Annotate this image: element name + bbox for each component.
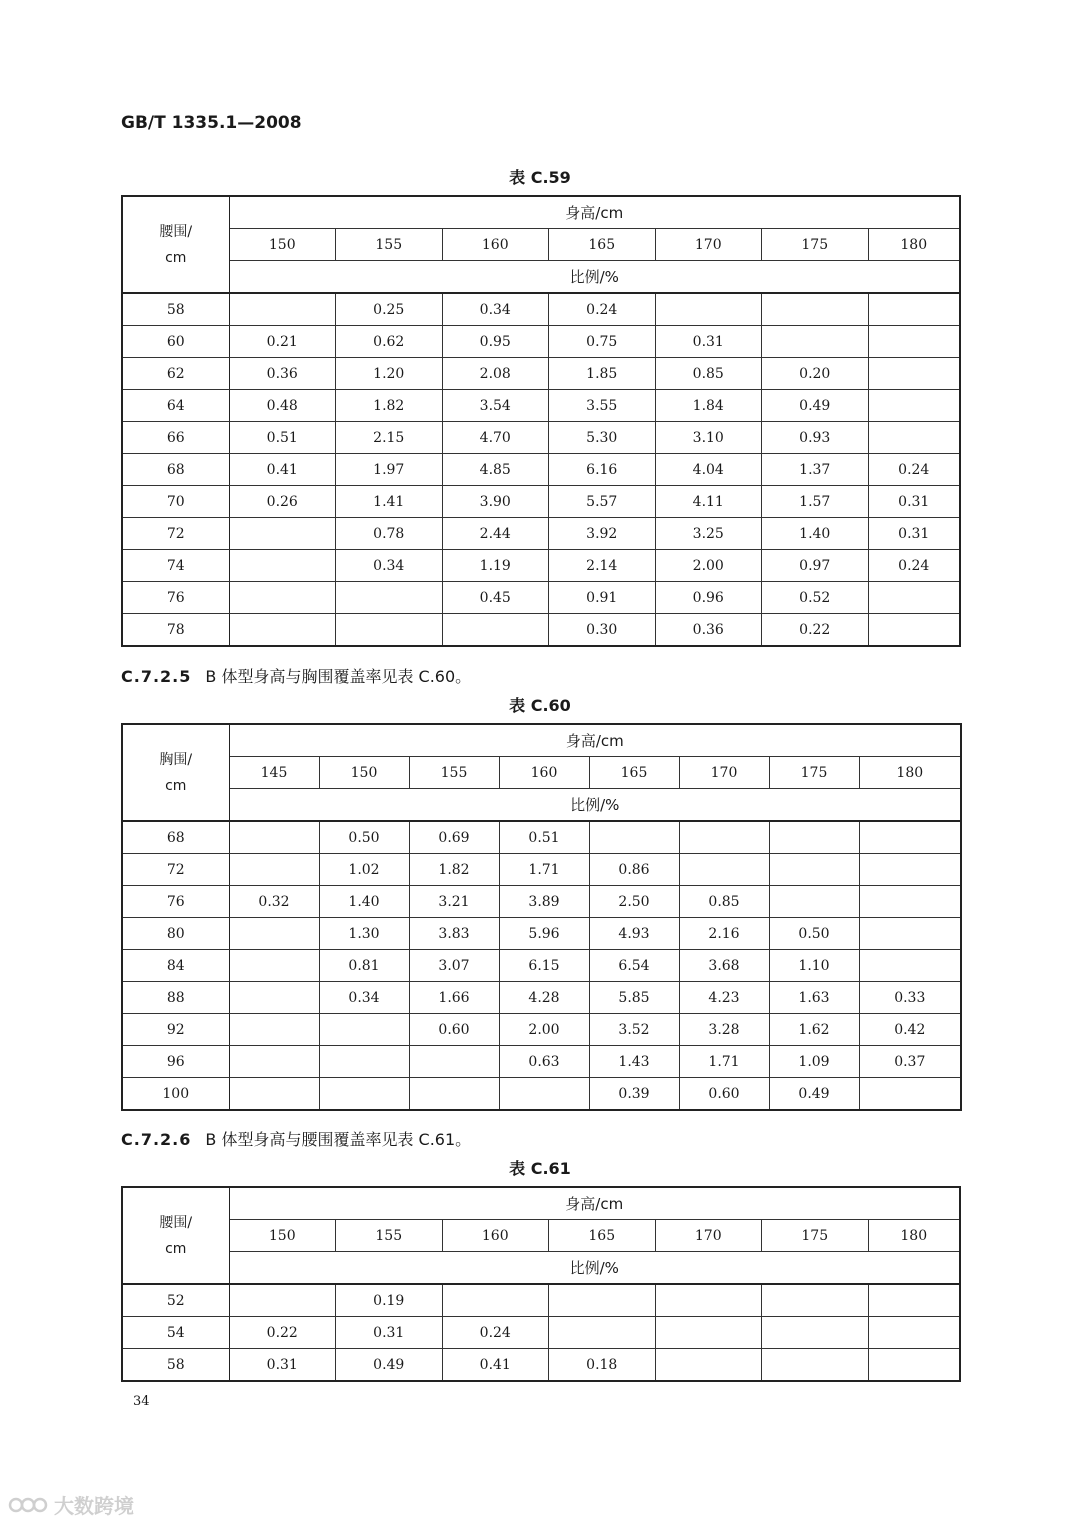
table-row xyxy=(122,1284,960,1317)
table-row xyxy=(122,614,960,647)
corner-label-line2: cm xyxy=(165,1240,187,1257)
row-header: 60 xyxy=(122,326,229,358)
clause-c725 xyxy=(121,664,471,687)
column-header: 180 xyxy=(868,1220,960,1252)
data-cell: 3.90 xyxy=(442,486,549,518)
data-cell xyxy=(229,1284,336,1317)
row-header: 74 xyxy=(122,550,229,582)
data-cell: 0.33 xyxy=(859,982,961,1014)
data-cell xyxy=(679,821,769,854)
row-header: 100 xyxy=(122,1078,229,1111)
data-cell: 1.43 xyxy=(589,1046,679,1078)
data-cell: 0.91 xyxy=(549,582,656,614)
table-row xyxy=(122,1078,961,1111)
data-cell: 0.34 xyxy=(319,982,409,1014)
table-row xyxy=(122,326,960,358)
data-cell: 0.96 xyxy=(655,582,762,614)
table-c59 xyxy=(121,195,961,647)
data-cell: 0.34 xyxy=(442,293,549,326)
data-cell: 1.40 xyxy=(762,518,869,550)
data-cell xyxy=(859,821,961,854)
column-header: 175 xyxy=(769,757,859,789)
data-cell: 0.24 xyxy=(868,550,960,582)
data-cell: 0.49 xyxy=(762,390,869,422)
data-cell: 0.34 xyxy=(336,550,443,582)
data-cell: 1.82 xyxy=(336,390,443,422)
data-cell: 1.41 xyxy=(336,486,443,518)
data-cell xyxy=(868,1349,960,1382)
data-cell: 0.20 xyxy=(762,358,869,390)
corner-label-line1: 胸围/ xyxy=(159,751,193,768)
data-cell: 0.85 xyxy=(655,358,762,390)
data-cell: 0.31 xyxy=(229,1349,336,1382)
watermark-logo-icon xyxy=(8,1494,48,1516)
corner-label-line1: 腰围/ xyxy=(159,223,193,240)
data-cell xyxy=(589,821,679,854)
column-header: 175 xyxy=(762,1220,869,1252)
standard-code: GB/T 1335.1—2008 xyxy=(121,113,302,133)
table-row xyxy=(122,1046,961,1078)
data-cell xyxy=(762,1284,869,1317)
table-row xyxy=(122,854,961,886)
data-cell xyxy=(762,326,869,358)
row-header: 66 xyxy=(122,422,229,454)
table-row xyxy=(122,982,961,1014)
data-cell: 3.10 xyxy=(655,422,762,454)
data-cell: 0.30 xyxy=(549,614,656,647)
column-header: 160 xyxy=(442,229,549,261)
data-cell: 5.57 xyxy=(549,486,656,518)
data-cell xyxy=(655,1349,762,1382)
table-row xyxy=(122,550,960,582)
data-cell xyxy=(229,1014,319,1046)
row-header: 80 xyxy=(122,918,229,950)
data-cell: 0.36 xyxy=(229,358,336,390)
column-header: 165 xyxy=(589,757,679,789)
data-cell xyxy=(229,518,336,550)
data-cell: 0.95 xyxy=(442,326,549,358)
column-header: 150 xyxy=(229,229,336,261)
corner-header xyxy=(122,196,229,293)
data-cell xyxy=(549,1284,656,1317)
data-cell xyxy=(762,293,869,326)
row-header: 72 xyxy=(122,854,229,886)
row-header: 52 xyxy=(122,1284,229,1317)
data-cell: 1.97 xyxy=(336,454,443,486)
data-cell: 1.37 xyxy=(762,454,869,486)
data-cell: 1.85 xyxy=(549,358,656,390)
data-cell xyxy=(229,1078,319,1111)
data-cell xyxy=(229,918,319,950)
table-row xyxy=(122,293,960,326)
data-cell xyxy=(229,821,319,854)
data-cell: 0.26 xyxy=(229,486,336,518)
data-cell xyxy=(319,1014,409,1046)
table-row xyxy=(122,1317,960,1349)
data-cell xyxy=(229,982,319,1014)
data-cell: 0.51 xyxy=(499,821,589,854)
clause-text: B 体型身高与腰围覆盖率见表 C.61。 xyxy=(205,1130,472,1149)
data-cell xyxy=(229,950,319,982)
column-header: 170 xyxy=(655,229,762,261)
corner-header xyxy=(122,724,229,821)
column-header: 180 xyxy=(859,757,961,789)
data-cell: 0.36 xyxy=(655,614,762,647)
data-cell: 0.41 xyxy=(229,454,336,486)
data-cell: 0.24 xyxy=(868,454,960,486)
data-cell xyxy=(229,293,336,326)
data-cell: 4.70 xyxy=(442,422,549,454)
data-cell: 2.50 xyxy=(589,886,679,918)
data-cell: 1.63 xyxy=(769,982,859,1014)
data-cell xyxy=(868,390,960,422)
data-cell: 1.66 xyxy=(409,982,499,1014)
data-cell: 4.23 xyxy=(679,982,769,1014)
data-cell: 2.00 xyxy=(499,1014,589,1046)
data-cell xyxy=(229,614,336,647)
column-header: 165 xyxy=(549,1220,656,1252)
data-cell xyxy=(859,886,961,918)
table-row xyxy=(122,358,960,390)
data-cell: 0.31 xyxy=(655,326,762,358)
data-cell: 0.31 xyxy=(868,486,960,518)
row-header: 70 xyxy=(122,486,229,518)
data-cell xyxy=(859,950,961,982)
corner-label-line2: cm xyxy=(165,777,187,794)
data-cell xyxy=(868,582,960,614)
height-header: 身高/cm xyxy=(229,724,961,757)
data-cell: 6.16 xyxy=(549,454,656,486)
row-header: 58 xyxy=(122,1349,229,1382)
corner-header xyxy=(122,1187,229,1284)
data-cell xyxy=(769,854,859,886)
row-header: 76 xyxy=(122,886,229,918)
data-cell: 6.15 xyxy=(499,950,589,982)
column-header: 160 xyxy=(499,757,589,789)
data-cell: 1.19 xyxy=(442,550,549,582)
data-cell: 1.02 xyxy=(319,854,409,886)
data-cell xyxy=(336,582,443,614)
row-header: 62 xyxy=(122,358,229,390)
data-cell xyxy=(769,886,859,918)
data-cell: 0.93 xyxy=(762,422,869,454)
table-row xyxy=(122,454,960,486)
row-header: 92 xyxy=(122,1014,229,1046)
column-header: 165 xyxy=(549,229,656,261)
data-cell: 5.30 xyxy=(549,422,656,454)
data-cell xyxy=(859,918,961,950)
data-cell: 3.25 xyxy=(655,518,762,550)
data-cell: 1.09 xyxy=(769,1046,859,1078)
data-cell: 0.24 xyxy=(549,293,656,326)
row-header: 96 xyxy=(122,1046,229,1078)
data-cell xyxy=(409,1046,499,1078)
data-cell: 0.24 xyxy=(442,1317,549,1349)
ratio-header: 比例/% xyxy=(229,1252,960,1285)
row-header: 58 xyxy=(122,293,229,326)
data-cell: 0.22 xyxy=(229,1317,336,1349)
table-row xyxy=(122,821,961,854)
table-row xyxy=(122,1014,961,1046)
column-header: 155 xyxy=(336,1220,443,1252)
data-cell: 0.60 xyxy=(409,1014,499,1046)
row-header: 54 xyxy=(122,1317,229,1349)
data-cell: 1.84 xyxy=(655,390,762,422)
data-cell: 0.75 xyxy=(549,326,656,358)
data-cell xyxy=(409,1078,499,1111)
data-cell: 4.04 xyxy=(655,454,762,486)
data-cell xyxy=(762,1349,869,1382)
data-cell: 3.21 xyxy=(409,886,499,918)
page-number: 34 xyxy=(133,1394,150,1409)
data-cell xyxy=(762,1317,869,1349)
data-cell xyxy=(655,293,762,326)
ratio-header: 比例/% xyxy=(229,789,961,822)
column-header: 150 xyxy=(229,1220,336,1252)
data-cell: 1.40 xyxy=(319,886,409,918)
data-cell: 2.16 xyxy=(679,918,769,950)
watermark xyxy=(8,1490,134,1519)
clause-text: B 体型身高与胸围覆盖率见表 C.60。 xyxy=(205,667,472,686)
data-cell: 0.39 xyxy=(589,1078,679,1111)
data-cell xyxy=(859,854,961,886)
data-cell: 3.52 xyxy=(589,1014,679,1046)
data-cell xyxy=(229,582,336,614)
data-cell: 1.30 xyxy=(319,918,409,950)
data-cell: 0.41 xyxy=(442,1349,549,1382)
data-cell: 0.32 xyxy=(229,886,319,918)
clause-number: C.7.2.5 xyxy=(121,667,192,686)
data-cell xyxy=(499,1078,589,1111)
height-header: 身高/cm xyxy=(229,1187,960,1220)
data-cell: 3.92 xyxy=(549,518,656,550)
data-cell xyxy=(868,1284,960,1317)
data-cell: 3.28 xyxy=(679,1014,769,1046)
data-cell: 0.81 xyxy=(319,950,409,982)
data-cell: 0.45 xyxy=(442,582,549,614)
table-row xyxy=(122,1349,960,1382)
data-cell: 0.50 xyxy=(769,918,859,950)
data-cell: 2.14 xyxy=(549,550,656,582)
data-cell: 1.20 xyxy=(336,358,443,390)
data-cell: 0.51 xyxy=(229,422,336,454)
data-cell xyxy=(868,1317,960,1349)
data-cell: 0.78 xyxy=(336,518,443,550)
column-header: 170 xyxy=(655,1220,762,1252)
data-cell xyxy=(679,854,769,886)
data-cell: 4.11 xyxy=(655,486,762,518)
row-header: 68 xyxy=(122,821,229,854)
table-row xyxy=(122,918,961,950)
data-cell: 3.68 xyxy=(679,950,769,982)
data-cell xyxy=(229,550,336,582)
column-header: 145 xyxy=(229,757,319,789)
data-cell: 2.15 xyxy=(336,422,443,454)
data-cell: 6.54 xyxy=(589,950,679,982)
data-cell: 0.31 xyxy=(336,1317,443,1349)
data-cell xyxy=(442,1284,549,1317)
data-cell: 1.10 xyxy=(769,950,859,982)
data-cell: 0.19 xyxy=(336,1284,443,1317)
data-cell xyxy=(655,1317,762,1349)
table-row xyxy=(122,390,960,422)
data-cell: 3.83 xyxy=(409,918,499,950)
data-cell: 0.22 xyxy=(762,614,869,647)
corner-label-line2: cm xyxy=(165,249,187,266)
ratio-header: 比例/% xyxy=(229,261,960,294)
corner-label-line1: 腰围/ xyxy=(159,1214,193,1231)
data-cell: 0.37 xyxy=(859,1046,961,1078)
data-cell: 1.62 xyxy=(769,1014,859,1046)
data-cell xyxy=(868,293,960,326)
table-row xyxy=(122,486,960,518)
data-cell: 5.85 xyxy=(589,982,679,1014)
data-cell: 0.50 xyxy=(319,821,409,854)
column-header: 175 xyxy=(762,229,869,261)
data-cell: 0.63 xyxy=(499,1046,589,1078)
row-header: 72 xyxy=(122,518,229,550)
data-cell: 2.44 xyxy=(442,518,549,550)
data-cell: 1.82 xyxy=(409,854,499,886)
column-header: 155 xyxy=(336,229,443,261)
table60-title: 表 C.60 xyxy=(509,696,571,715)
data-cell xyxy=(229,1046,319,1078)
data-cell xyxy=(868,614,960,647)
height-header: 身高/cm xyxy=(229,196,960,229)
data-cell: 4.85 xyxy=(442,454,549,486)
column-header: 155 xyxy=(409,757,499,789)
table-c60 xyxy=(121,723,962,1111)
table-row xyxy=(122,518,960,550)
data-cell xyxy=(319,1078,409,1111)
data-cell xyxy=(229,854,319,886)
data-cell: 0.31 xyxy=(868,518,960,550)
data-cell: 2.08 xyxy=(442,358,549,390)
clause-number: C.7.2.6 xyxy=(121,1130,192,1149)
data-cell xyxy=(319,1046,409,1078)
data-cell: 1.71 xyxy=(679,1046,769,1078)
table61-title: 表 C.61 xyxy=(509,1159,571,1178)
data-cell: 3.54 xyxy=(442,390,549,422)
table-row xyxy=(122,422,960,454)
data-cell xyxy=(868,326,960,358)
data-cell xyxy=(442,614,549,647)
data-cell xyxy=(549,1317,656,1349)
column-header: 160 xyxy=(442,1220,549,1252)
data-cell: 3.89 xyxy=(499,886,589,918)
column-header: 180 xyxy=(868,229,960,261)
data-cell xyxy=(868,358,960,390)
row-header: 76 xyxy=(122,582,229,614)
data-cell: 0.62 xyxy=(336,326,443,358)
data-cell: 0.21 xyxy=(229,326,336,358)
row-header: 78 xyxy=(122,614,229,647)
table-row xyxy=(122,582,960,614)
data-cell: 0.85 xyxy=(679,886,769,918)
data-cell xyxy=(655,1284,762,1317)
watermark-text: 大数跨境 xyxy=(54,1494,134,1518)
data-cell xyxy=(769,821,859,854)
data-cell: 1.71 xyxy=(499,854,589,886)
data-cell: 0.42 xyxy=(859,1014,961,1046)
data-cell: 2.00 xyxy=(655,550,762,582)
table59-title: 表 C.59 xyxy=(509,168,571,187)
data-cell: 0.49 xyxy=(769,1078,859,1111)
data-cell: 0.86 xyxy=(589,854,679,886)
row-header: 88 xyxy=(122,982,229,1014)
data-cell: 0.60 xyxy=(679,1078,769,1111)
data-cell: 3.55 xyxy=(549,390,656,422)
table-row xyxy=(122,950,961,982)
data-cell xyxy=(336,614,443,647)
data-cell: 3.07 xyxy=(409,950,499,982)
row-header: 64 xyxy=(122,390,229,422)
column-header: 150 xyxy=(319,757,409,789)
data-cell xyxy=(859,1078,961,1111)
data-cell: 0.52 xyxy=(762,582,869,614)
data-cell: 0.48 xyxy=(229,390,336,422)
data-cell: 0.69 xyxy=(409,821,499,854)
table-row xyxy=(122,886,961,918)
row-header: 68 xyxy=(122,454,229,486)
row-header: 84 xyxy=(122,950,229,982)
table-c61 xyxy=(121,1186,961,1382)
column-header: 170 xyxy=(679,757,769,789)
data-cell: 0.49 xyxy=(336,1349,443,1382)
data-cell: 4.93 xyxy=(589,918,679,950)
data-cell: 1.57 xyxy=(762,486,869,518)
clause-c726 xyxy=(121,1127,471,1150)
data-cell: 0.18 xyxy=(549,1349,656,1382)
data-cell: 5.96 xyxy=(499,918,589,950)
data-cell: 0.25 xyxy=(336,293,443,326)
data-cell xyxy=(868,422,960,454)
data-cell: 0.97 xyxy=(762,550,869,582)
data-cell: 4.28 xyxy=(499,982,589,1014)
